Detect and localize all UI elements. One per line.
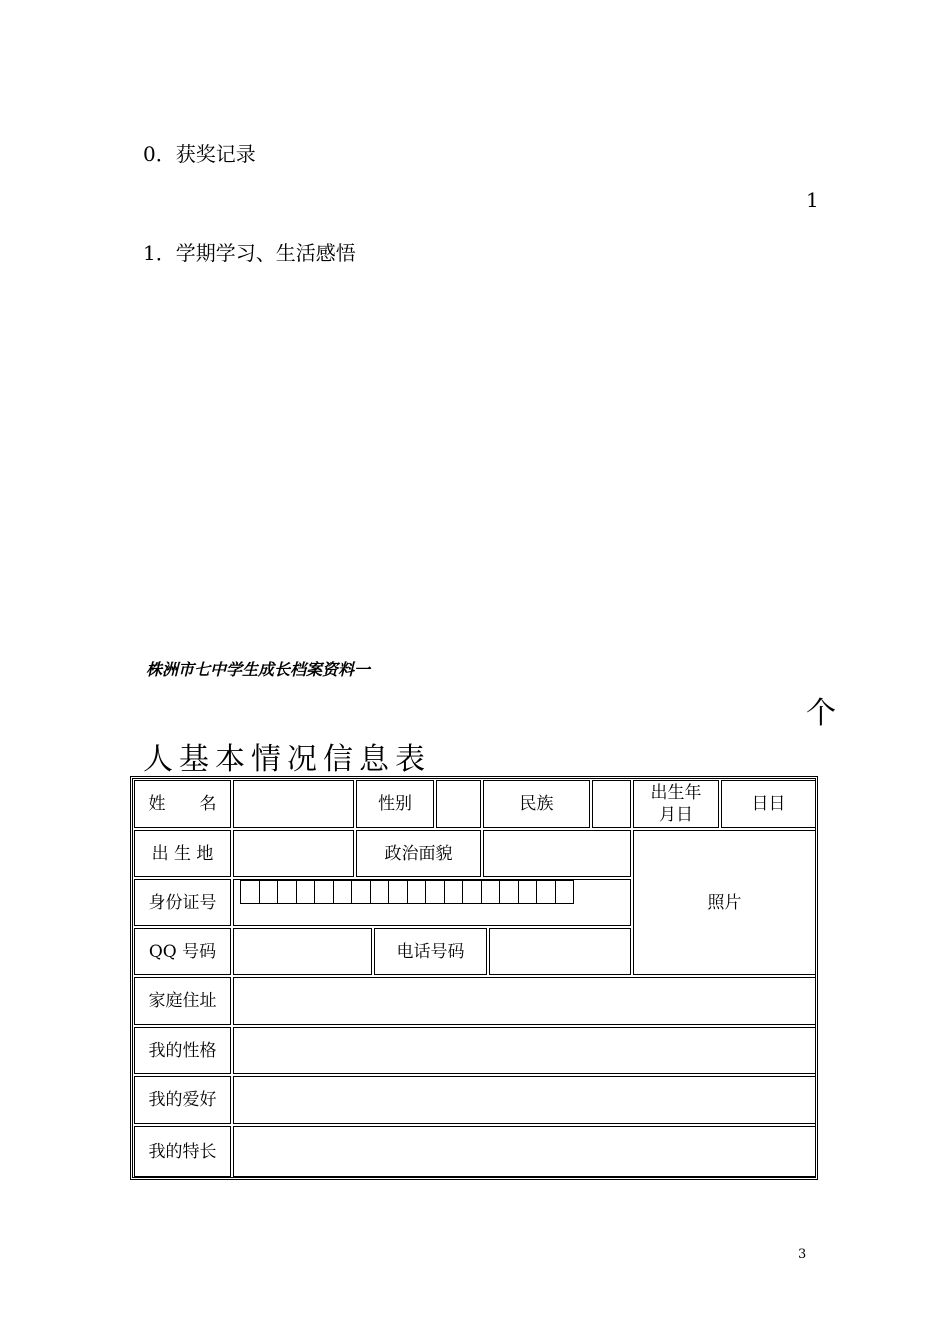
- phone-field[interactable]: [489, 928, 631, 975]
- id-digit-box[interactable]: [444, 880, 464, 904]
- id-digit-box[interactable]: [518, 880, 538, 904]
- name-field[interactable]: [233, 780, 354, 828]
- id-digit-box[interactable]: [462, 880, 482, 904]
- name-label: 姓 名: [134, 780, 231, 828]
- id-number-label: 身份证号: [134, 879, 231, 926]
- address-field[interactable]: [233, 977, 816, 1025]
- id-digit-box[interactable]: [296, 880, 316, 904]
- id-digit-box[interactable]: [407, 880, 427, 904]
- ethnicity-field[interactable]: [592, 780, 631, 828]
- id-digit-box[interactable]: [333, 880, 353, 904]
- id-digit-boxes: [240, 880, 573, 904]
- id-digit-box[interactable]: [351, 880, 371, 904]
- gender-field[interactable]: [436, 780, 481, 828]
- id-digit-box[interactable]: [388, 880, 408, 904]
- birthplace-field[interactable]: [233, 830, 354, 877]
- form-title: 人基本情况信息表: [143, 742, 431, 777]
- id-digit-box[interactable]: [536, 880, 556, 904]
- ethnicity-label: 民族: [483, 780, 590, 828]
- political-status-field[interactable]: [483, 830, 631, 877]
- birthplace-label: 出 生 地: [134, 830, 231, 877]
- page-number: 3: [798, 1247, 807, 1262]
- section-reflections: 1．学期学习、生活感悟: [143, 241, 356, 265]
- personality-field[interactable]: [233, 1027, 816, 1074]
- id-digit-box[interactable]: [425, 880, 445, 904]
- qq-field[interactable]: [233, 928, 372, 975]
- gender-label: 性别: [356, 780, 434, 828]
- qq-label: QQ 号码: [134, 928, 231, 975]
- photo-area[interactable]: 照片: [633, 830, 816, 975]
- birth-field[interactable]: 日日: [721, 780, 816, 828]
- id-digit-box[interactable]: [499, 880, 519, 904]
- specialty-field[interactable]: [233, 1126, 816, 1177]
- id-digit-box[interactable]: [314, 880, 334, 904]
- document-caption: 株洲市七中学生成长档案资料一: [146, 660, 371, 679]
- personality-label: 我的性格: [134, 1027, 231, 1074]
- address-label: 家庭住址: [134, 977, 231, 1025]
- id-digit-box[interactable]: [240, 880, 260, 904]
- political-status-label: 政治面貌: [356, 830, 481, 877]
- section-awards: 0．获奖记录: [143, 142, 256, 166]
- id-digit-box[interactable]: [481, 880, 501, 904]
- phone-label: 电话号码: [374, 928, 487, 975]
- hobby-field[interactable]: [233, 1076, 816, 1124]
- id-digit-box[interactable]: [259, 880, 279, 904]
- id-digit-box[interactable]: [555, 880, 575, 904]
- specialty-label: 我的特长: [134, 1126, 231, 1177]
- hobby-label: 我的爱好: [134, 1076, 231, 1124]
- title-first-char: 个: [806, 696, 836, 731]
- id-digit-box[interactable]: [370, 880, 390, 904]
- id-digit-box[interactable]: [277, 880, 297, 904]
- right-number: 1: [806, 188, 819, 212]
- birth-label: 出生年月日: [633, 780, 719, 828]
